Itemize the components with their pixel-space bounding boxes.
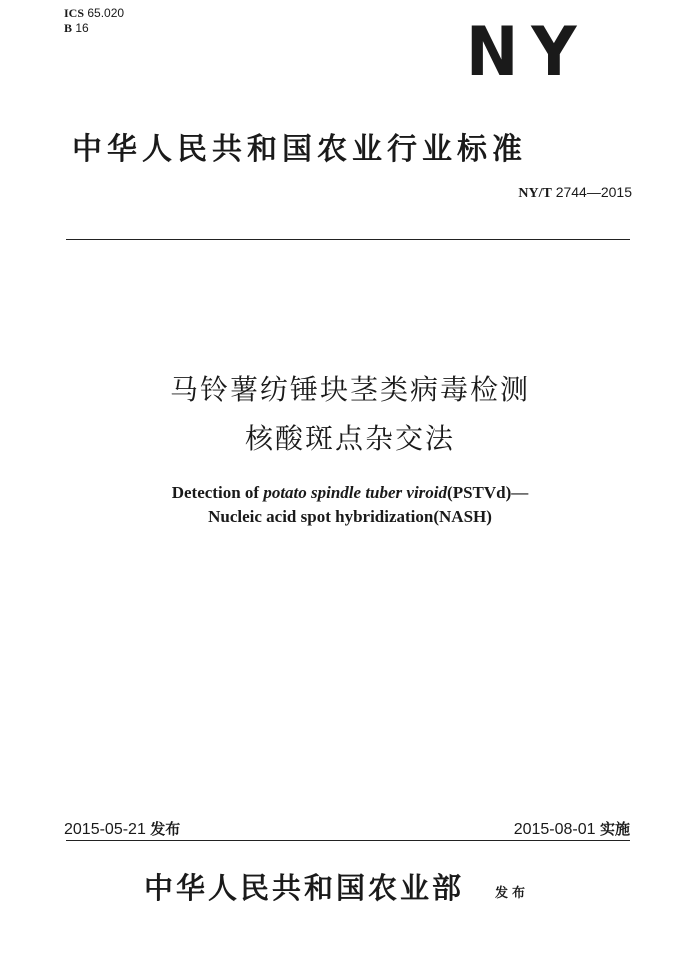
issue-label: 发布	[150, 820, 181, 838]
chinese-title-line2: 核酸斑点杂交法	[244, 422, 455, 455]
organization-title: 中华人民共和国农业行业标准	[72, 132, 527, 167]
chinese-title-line1: 马铃薯纺锤块茎类病毒检测	[169, 373, 530, 406]
effective-date-block	[514, 818, 630, 839]
english-title-part-b: (PSTVd)—	[447, 483, 529, 502]
english-title-line2: Nucleic acid spot hybridization(NASH)	[208, 507, 492, 526]
publisher-suffix: 发布	[495, 886, 530, 901]
bottom-divider	[66, 840, 630, 841]
ny-logo: NY	[466, 13, 590, 92]
english-title-part-a: Detection of	[171, 483, 264, 502]
top-divider	[66, 239, 630, 240]
standard-prefix: NY/T	[518, 186, 552, 201]
classification-codes	[64, 6, 124, 36]
ics-code: ICS 65.020	[64, 6, 125, 20]
effective-label: 实施	[599, 820, 630, 838]
standard-code: 2744—2015	[555, 184, 632, 200]
effective-date: 2015-08-01	[513, 821, 596, 838]
publisher-name: 中华人民共和国农业部	[144, 871, 465, 905]
ccs-code: B 16	[64, 21, 89, 35]
issue-date-block	[64, 818, 180, 839]
standard-number	[518, 184, 632, 202]
issue-date: 2015-05-21	[64, 821, 146, 838]
english-title-italic: potato spindle tuber viroid	[263, 483, 448, 502]
english-title-line1	[0, 481, 700, 505]
